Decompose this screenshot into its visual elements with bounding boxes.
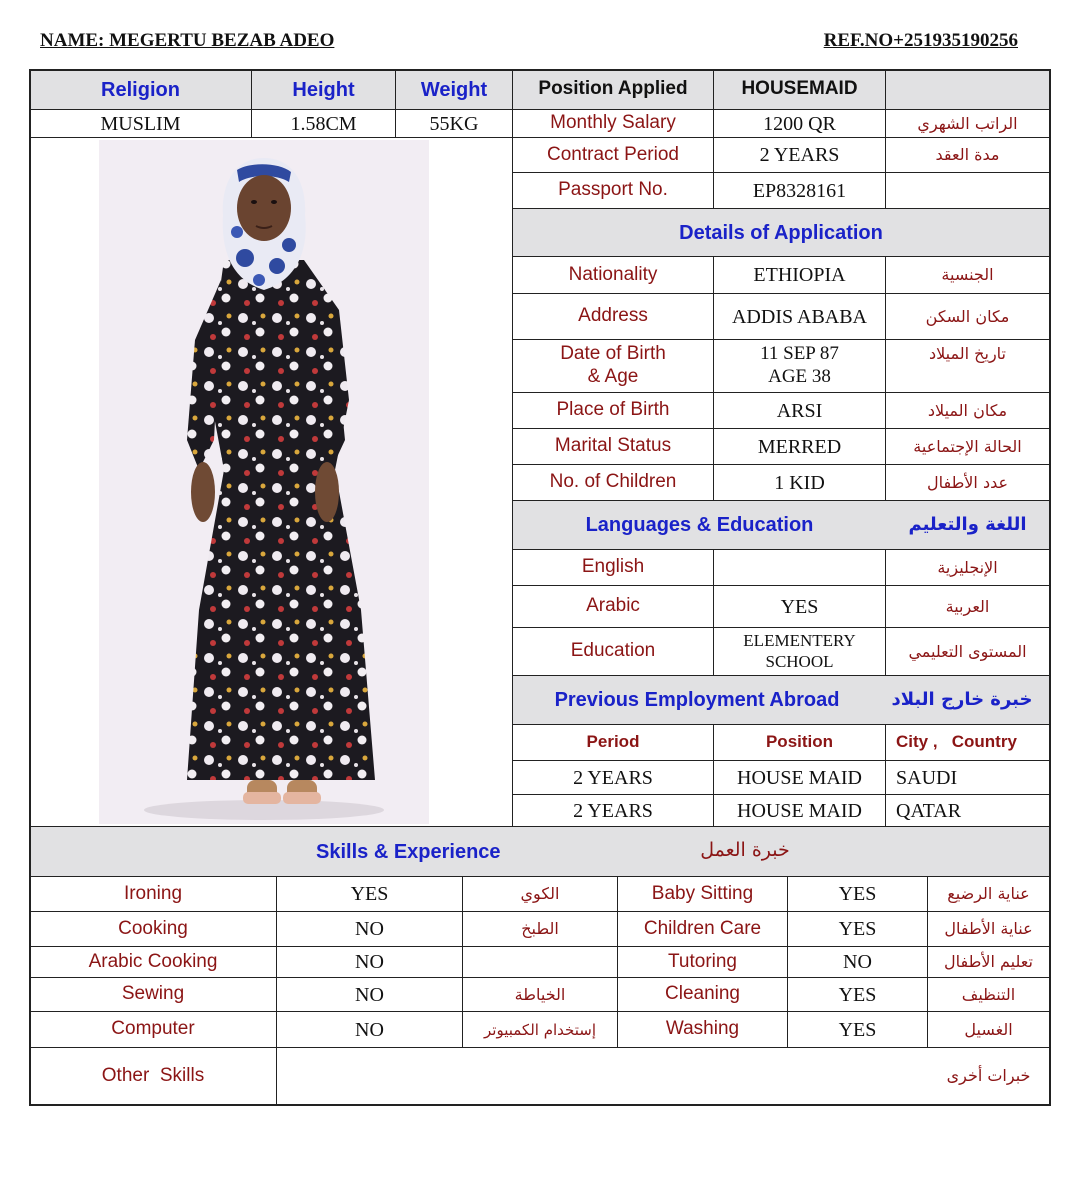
contract-period-value: 2 YEARS bbox=[714, 138, 886, 173]
weight-header: Weight bbox=[396, 70, 513, 110]
skill-computer-value: NO bbox=[277, 1012, 463, 1048]
english-label: English bbox=[513, 550, 714, 586]
monthly-salary-label: Monthly Salary bbox=[513, 110, 714, 138]
skill-computer-ar: إستخدام الكمبيوتر bbox=[463, 1012, 618, 1048]
contract-period-ar: مدة العقد bbox=[886, 138, 1050, 173]
dob-label-line2: & Age bbox=[587, 366, 639, 387]
religion-value: MUSLIM bbox=[30, 110, 252, 138]
education-ar: المستوى التعليمي bbox=[886, 628, 1050, 676]
candidate-photo bbox=[99, 140, 429, 824]
arabic-ar: العربية bbox=[886, 586, 1050, 628]
monthly-salary-value: 1200 QR bbox=[714, 110, 886, 138]
english-ar: الإنجليزية bbox=[886, 550, 1050, 586]
reference-number: REF.NO+251935190256 bbox=[823, 30, 1018, 51]
employment-section-title-ar: خبرة خارج البلاد bbox=[875, 676, 1050, 725]
skill-cooking-value: NO bbox=[277, 912, 463, 947]
skill-arabic-cooking-value: NO bbox=[277, 947, 463, 978]
employment-row-2-place: QATAR bbox=[886, 795, 1050, 827]
skills-section-title: Skills & Experience bbox=[316, 841, 501, 863]
nationality-label: Nationality bbox=[513, 257, 714, 294]
skill-cooking-label: Cooking bbox=[30, 912, 277, 947]
dob-value-line1: 11 SEP 87 bbox=[760, 343, 839, 365]
dob-label-line1: Date of Birth bbox=[560, 343, 666, 365]
dob-value-line2: AGE 38 bbox=[768, 366, 831, 387]
dob-value bbox=[714, 340, 886, 393]
education-value-line1: ELEMENTERY bbox=[743, 631, 856, 651]
position-applied-label: Position Applied bbox=[513, 70, 714, 110]
employment-col-period: Period bbox=[513, 725, 714, 761]
skill-sewing-ar: الخياطة bbox=[463, 978, 618, 1012]
skill-computer-label: Computer bbox=[30, 1012, 277, 1048]
position-applied-value: HOUSEMAID bbox=[714, 70, 886, 110]
religion-header: Religion bbox=[30, 70, 252, 110]
address-ar: مكان السكن bbox=[886, 294, 1050, 340]
skill-tutoring-value: NO bbox=[788, 947, 928, 978]
arabic-label: Arabic bbox=[513, 586, 714, 628]
education-value-line2: SCHOOL bbox=[765, 651, 834, 671]
employment-col-place: City , Country bbox=[886, 725, 1050, 761]
education-label: Education bbox=[513, 628, 714, 676]
employment-section-title: Previous Employment Abroad bbox=[513, 676, 875, 725]
skill-cooking-ar: الطبخ bbox=[463, 912, 618, 947]
skill-children-care-label: Children Care bbox=[618, 912, 788, 947]
skill-ironing-ar: الكوي bbox=[463, 877, 618, 912]
skills-header bbox=[30, 827, 1050, 877]
languages-section-title-ar: اللغة والتعليم bbox=[886, 501, 1050, 550]
children-ar: عدد الأطفال bbox=[886, 465, 1050, 501]
marital-ar: الحالة الإجتماعية bbox=[886, 429, 1050, 465]
skill-sewing-value: NO bbox=[277, 978, 463, 1012]
employment-row-1-position: HOUSE MAID bbox=[714, 761, 886, 795]
skill-cleaning-value: YES bbox=[788, 978, 928, 1012]
contract-period-label: Contract Period bbox=[513, 138, 714, 173]
languages-section-title: Languages & Education bbox=[513, 501, 886, 550]
skill-tutoring-ar: تعليم الأطفال bbox=[928, 947, 1050, 978]
pob-value: ARSI bbox=[714, 393, 886, 429]
skill-tutoring-label: Tutoring bbox=[618, 947, 788, 978]
employment-row-2-period: 2 YEARS bbox=[513, 795, 714, 827]
address-value: ADDIS ABABA bbox=[714, 294, 886, 340]
skill-arabic-cooking-ar bbox=[463, 947, 618, 978]
skill-baby-sitting-label: Baby Sitting bbox=[618, 877, 788, 912]
skill-children-care-value: YES bbox=[788, 912, 928, 947]
arabic-value: YES bbox=[714, 586, 886, 628]
passport-value: EP8328161 bbox=[714, 173, 886, 209]
position-applied-ar-empty bbox=[886, 70, 1050, 110]
children-label: No. of Children bbox=[513, 465, 714, 501]
marital-label: Marital Status bbox=[513, 429, 714, 465]
skill-sewing-label: Sewing bbox=[30, 978, 277, 1012]
skill-washing-label: Washing bbox=[618, 1012, 788, 1048]
skill-arabic-cooking-label: Arabic Cooking bbox=[30, 947, 277, 978]
skill-cleaning-ar: التنظيف bbox=[928, 978, 1050, 1012]
pob-ar: مكان الميلاد bbox=[886, 393, 1050, 429]
skill-ironing-value: YES bbox=[277, 877, 463, 912]
english-value bbox=[714, 550, 886, 586]
other-skills-label: Other Skills bbox=[30, 1048, 277, 1105]
dob-label bbox=[513, 340, 714, 393]
height-header: Height bbox=[252, 70, 396, 110]
employment-row-1-place: SAUDI bbox=[886, 761, 1050, 795]
monthly-salary-ar: الراتب الشهري bbox=[886, 110, 1050, 138]
skill-baby-sitting-value: YES bbox=[788, 877, 928, 912]
details-section-title: Details of Application bbox=[513, 209, 1050, 257]
skill-baby-sitting-ar: عناية الرضيع bbox=[928, 877, 1050, 912]
skill-washing-ar: الغسيل bbox=[928, 1012, 1050, 1048]
skills-section-title-ar: خبرة العمل bbox=[700, 839, 790, 861]
skill-ironing-label: Ironing bbox=[30, 877, 277, 912]
passport-ar-empty bbox=[886, 173, 1050, 209]
nationality-ar: الجنسية bbox=[886, 257, 1050, 294]
children-value: 1 KID bbox=[714, 465, 886, 501]
skill-cleaning-label: Cleaning bbox=[618, 978, 788, 1012]
pob-label: Place of Birth bbox=[513, 393, 714, 429]
other-skills-value bbox=[277, 1048, 928, 1105]
nationality-value: ETHIOPIA bbox=[714, 257, 886, 294]
employment-row-1-period: 2 YEARS bbox=[513, 761, 714, 795]
dob-ar: تاريخ الميلاد bbox=[886, 340, 1050, 393]
education-value bbox=[714, 628, 886, 676]
weight-value: 55KG bbox=[396, 110, 513, 138]
other-skills-ar: خبرات أخرى bbox=[928, 1048, 1050, 1105]
passport-label: Passport No. bbox=[513, 173, 714, 209]
marital-value: MERRED bbox=[714, 429, 886, 465]
height-value: 1.58CM bbox=[252, 110, 396, 138]
skill-washing-value: YES bbox=[788, 1012, 928, 1048]
address-label: Address bbox=[513, 294, 714, 340]
candidate-name: NAME: MEGERTU BEZAB ADEO bbox=[40, 30, 335, 51]
employment-col-position: Position bbox=[714, 725, 886, 761]
employment-row-2-position: HOUSE MAID bbox=[714, 795, 886, 827]
skill-children-care-ar: عناية الأطفال bbox=[928, 912, 1050, 947]
